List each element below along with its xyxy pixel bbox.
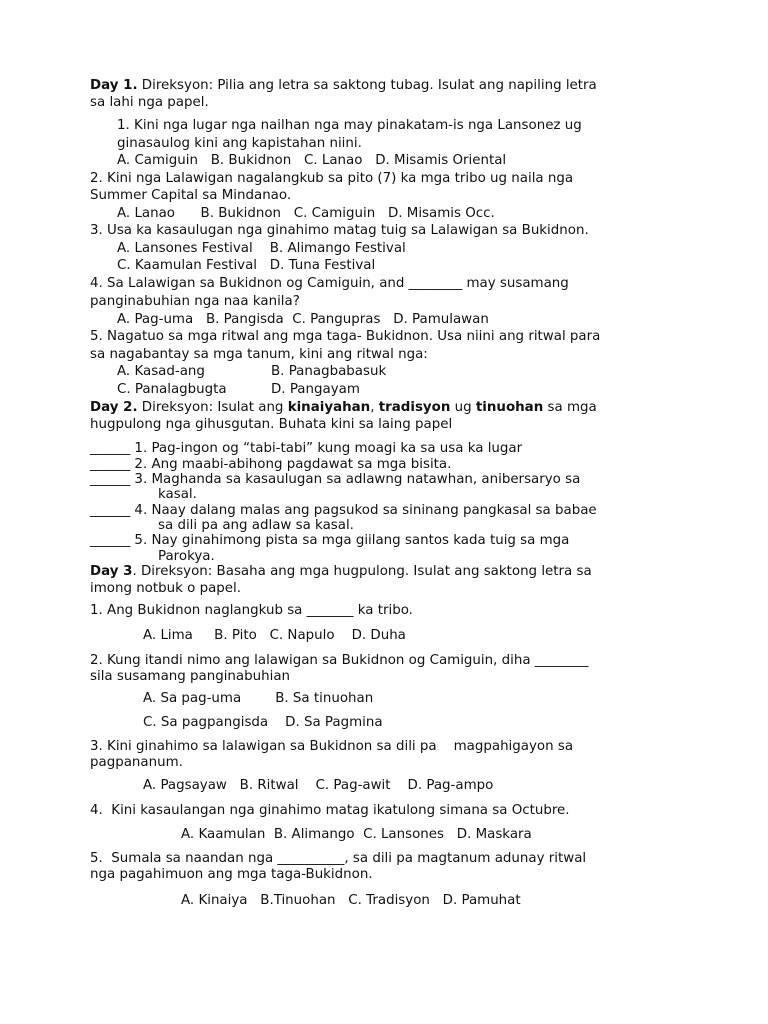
day2-item-5: ______ 5. Nay ginahimong pista sa mga giilang santos kada tuig sa mga xyxy=(90,533,570,548)
day1-label: Day 1. xyxy=(90,78,138,93)
day3-q1: 1. Ang Bukidnon naglangkub sa _______ ka tribo. xyxy=(90,603,413,618)
day3-q4: 4. Kini kasaulangan nga ginahimo matag ikatulong simana sa Octubre. xyxy=(90,803,570,818)
day2-term-tinuohan: tinuohan xyxy=(475,400,544,415)
day3-directions-line1 xyxy=(90,563,592,581)
day1-directions-line1 xyxy=(90,77,597,95)
day1-q2-line1: 2. Kini nga Lalawigan nagalangkub sa pito (7) ka mga tribo ug naila nga xyxy=(90,171,574,186)
day2-item-4: ______ 4. Naay dalang malas ang pagsukod sa sininang pangkasal sa babae xyxy=(90,503,597,518)
day1-q1-line1: 1. Kini nga lugar nga nailhan nga may pinakatam-is nga Lansonez ug xyxy=(117,118,582,133)
day2-comma: , xyxy=(370,400,379,415)
day2-term-tradisyon: tradisyon xyxy=(378,400,451,415)
day3-q2-line2: sila susamang panginabuhian xyxy=(90,669,291,684)
day2-conjunction: ug xyxy=(450,400,476,415)
day2-item-3: ______ 3. Maghanda sa kasaulugan sa adlawng natawhan, anibersaryo sa xyxy=(90,472,581,487)
day2-item-4-cont: sa dili pa ang adlaw sa kasal. xyxy=(158,518,354,533)
day3-q3-choices: A. Pagsayaw B. Ritwal C. Pag-awit D. Pag-ampo xyxy=(143,778,494,793)
day1-q4-line2: panginabuhian nga naa kanila? xyxy=(90,294,300,309)
day3-q3-line1: 3. Kini ginahimo sa lalawigan sa Bukidnon sa dili pa magpahigayon sa xyxy=(90,739,574,754)
day1-q4-line1: 4. Sa Lalawigan sa Bukidnon og Camiguin, and ________ may susamang xyxy=(90,276,569,291)
day1-q3-choices-b: C. Kaamulan Festival D. Tuna Festival xyxy=(117,258,376,273)
day3-label: Day 3 xyxy=(90,564,133,579)
day2-directions-line1 xyxy=(90,399,597,417)
day1-q3-line1: 3. Usa ka kasaulugan nga ginahimo matag tuig sa Lalawigan sa Bukidnon. xyxy=(90,223,589,238)
day1-q4-choices: A. Pag-uma B. Pangisda C. Pangupras D. Pamulawan xyxy=(117,312,489,327)
day2-term-kinaiyahan: kinaiyahan xyxy=(287,400,371,415)
day3-q5-line2: nga pagahimuon ang mga taga-Bukidnon. xyxy=(90,867,373,882)
day1-q2-choices: A. Lanao B. Bukidnon C. Camiguin D. Misamis Occ. xyxy=(117,206,495,221)
day3-q3-line2: pagpananum. xyxy=(90,755,183,770)
day1-directions-text: Direksyon: Pilia ang letra sa saktong tubag. Isulat ang napiling letra xyxy=(137,78,597,93)
day1-q5-line1: 5. Nagatuo sa mga ritwal ang mga taga- Bukidnon. Usa niini ang ritwal para xyxy=(90,329,601,344)
day3-q1-choices: A. Lima B. Pito C. Napulo D. Duha xyxy=(143,628,406,643)
day1-q3-choices-a: A. Lansones Festival B. Alimango Festival xyxy=(117,241,406,256)
day3-q5-choices: A. Kinaiya B.Tinuohan C. Tradisyon D. Pamuhat xyxy=(181,893,521,908)
day1-q2-line2: Summer Capital sa Mindanao. xyxy=(90,188,292,203)
day1-q5-choice-b: B. Panagbabasuk xyxy=(271,364,387,379)
day1-q5-line2: sa nagabantay sa mga tanum, kini ang ritwal nga: xyxy=(90,347,428,362)
day2-directions-text: Direksyon: Isulat ang xyxy=(137,400,288,415)
day2-item-3-cont: kasal. xyxy=(158,487,197,502)
day1-q5-choice-c: C. Panalagbugta xyxy=(117,382,227,397)
day3-q2-choices-b: C. Sa pagpangisda D. Sa Pagmina xyxy=(143,715,383,730)
day2-item-5-cont: Parokya. xyxy=(158,549,215,564)
day1-q1-choices: A. Camiguin B. Bukidnon C. Lanao D. Misamis Oriental xyxy=(117,153,507,168)
day3-q2-line1: 2. Kung itandi nimo ang lalawigan sa Bukidnon og Camiguin, diha ________ xyxy=(90,653,589,668)
day1-q1-line2: ginasaulog kini ang kapistahan niini. xyxy=(117,136,362,151)
day3-directions-text: . Direksyon: Basaha ang mga hugpulong. Isulat ang saktong letra sa xyxy=(132,564,592,579)
day2-item-2: ______ 2. Ang maabi-abihong pagdawat sa mga bisita. xyxy=(90,457,452,472)
day2-directions-line2: hugpulong nga gihusgutan. Buhata kini sa laing papel xyxy=(90,417,453,432)
day1-directions-line2: sa lahi nga papel. xyxy=(90,95,209,110)
day1-q5-choice-a: A. Kasad-ang xyxy=(117,364,205,379)
day3-q4-choices: A. Kaamulan B. Alimango C. Lansones D. Maskara xyxy=(181,827,532,842)
day3-directions-line2: imong notbuk o papel. xyxy=(90,581,241,596)
day3-q5-line1: 5. Sumala sa naandan nga __________, sa dili pa magtanum adunay ritwal xyxy=(90,851,587,866)
day2-item-1: ______ 1. Pag-ingon og “tabi-tabi” kung moagi ka sa usa ka lugar xyxy=(90,441,523,456)
day2-label: Day 2. xyxy=(90,400,138,415)
day1-q5-choice-d: D. Pangayam xyxy=(271,382,360,397)
day3-q2-choices-a: A. Sa pag-uma B. Sa tinuohan xyxy=(143,691,374,706)
day2-directions-tail: sa mga xyxy=(543,400,597,415)
